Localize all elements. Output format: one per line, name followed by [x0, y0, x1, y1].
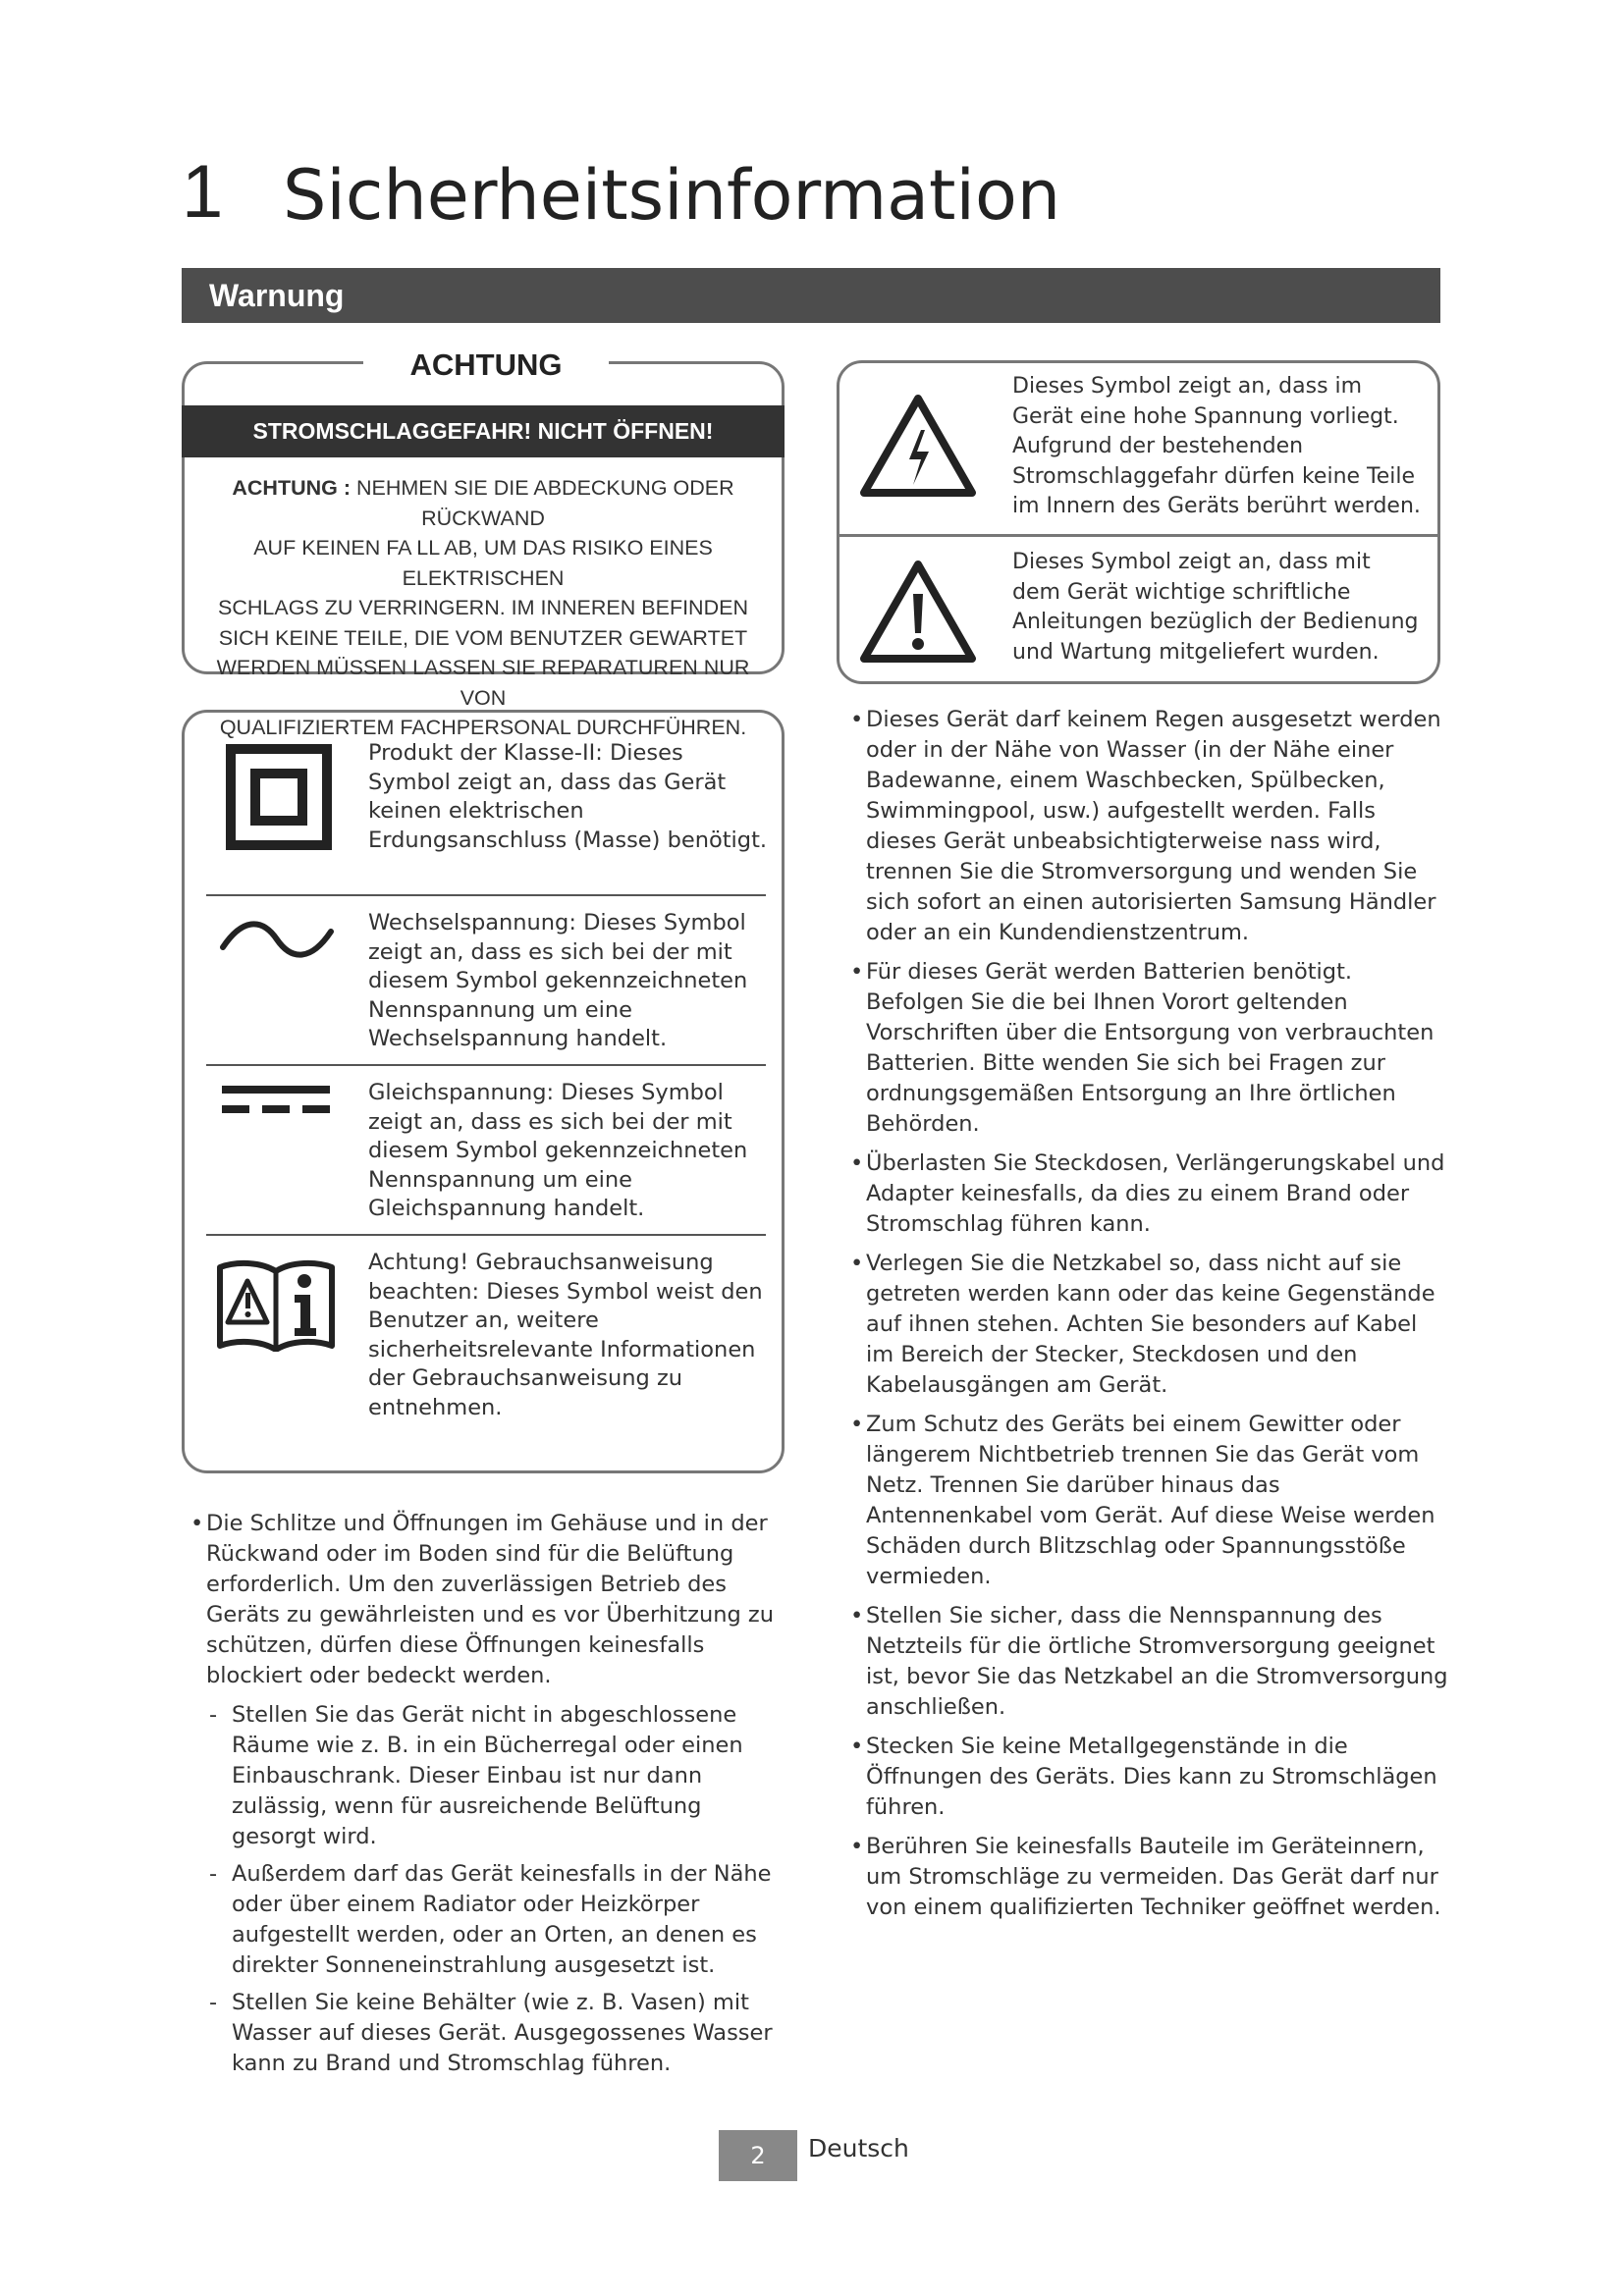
list-item: • Dieses Gerät darf keinem Regen ausgesetzt werden oder in der Nähe von Wasser (in der Nähe einer Badewanne, einem Waschbecken, Spülbecken, Swimmingpool, usw.) aufgestellt werden. Falls dieses Gerät unbeabsichtigterweise nass wird, trennen Sie die Stromversorgung und wenden Sie sich sofort an einen autorisierten Samsung Händler oder an ein Kundendienstzentrum. — [850, 705, 1449, 948]
achtung-line: QUALIFIZIERTEM FACHPERSONAL DURCHFÜHREN. — [219, 716, 747, 739]
high-voltage-symbol-text: Dieses Symbol zeigt an, dass im Gerät eine hohe Spannung vorliegt. Aufgrund der bestehenden Stromschlaggefahr dürfen keine Teile im Innern des Geräts berührt werden. — [1012, 374, 1421, 518]
list-item: • Stecken Sie keine Metallgegenstände in die Öffnungen des Geräts. Dies kann zu Stromschlägen führen. — [850, 1732, 1449, 1823]
read-manual-icon — [216, 1257, 336, 1356]
left-bullet-list — [190, 1509, 791, 2086]
achtung-text — [191, 473, 775, 743]
direct-current-text: Gleichspannung: Dieses Symbol zeigt an, dass es sich bei der mit diesem Symbol gekennzeichneten Nennspannung um eine Gleichspannung handelt. — [368, 1080, 748, 1221]
achtung-title: ACHTUNG — [363, 346, 609, 385]
achtung-line: SICH KEINE TEILE, DIE VOM BENUTZER GEWARTET — [218, 625, 748, 650]
list-item: • Zum Schutz des Geräts bei einem Gewitter oder längerem Nichtbetrieb trennen Sie das Gerät vom Netz. Trennen Sie darüber hinaus das Antennenkabel vom Gerät. Auf diese Weise werden Schäden durch Blitzschlag oder Spannungsstöße vermieden. — [850, 1410, 1449, 1592]
class-ii-double-square-icon — [226, 744, 332, 854]
divider — [206, 1064, 766, 1066]
exclamation-warning-icon — [856, 557, 980, 670]
sub-list-item: - Stellen Sie keine Behälter (wie z. B. Vasen) mit Wasser auf dieses Gerät. Ausgegossenes Wasser kann zu Brand und Stromschlag führen. — [206, 1988, 791, 2079]
right-bullet-list — [850, 705, 1449, 1932]
list-item: • Die Schlitze und Öffnungen im Gehäuse und in der Rückwand oder im Boden sind für die Belüftung erforderlich. Um den zuverlässigen Betrieb des Geräts zu gewährleisten und es vor Überhitzung zu schützen, dürfen diese Öffnungen keinesfalls blockiert oder bedeckt werden. — [190, 1509, 791, 1691]
class-ii-text: Produkt der Klasse-II: Dieses Symbol zeigt an, dass das Gerät keinen elektrischen Erdungsanschluss (Masse) benötigt. — [368, 740, 768, 853]
sub-list-item: - Stellen Sie das Gerät nicht in abgeschlossene Räume wie z. B. in ein Bücherregal oder einen Einbauschrank. Dieser Einbau ist nur dann zulässig, wenn für ausreichende Belüftung gesorgt wird. — [206, 1700, 791, 1852]
list-item: • Stellen Sie sicher, dass die Nennspannung des Netzteils für die örtliche Stromversorgung geeignet ist, bevor Sie das Netzkabel an die Stromversorgung anschließen. — [850, 1601, 1449, 1723]
shock-hazard-banner: STROMSCHLAGGEFAHR! NICHT ÖFFNEN! — [182, 405, 785, 457]
alternating-current-icon — [218, 918, 336, 965]
alternating-current-text: Wechselspannung: Dieses Symbol zeigt an, dass es sich bei der mit diesem Symbol gekennzeichneten Nennspannung um eine Wechselspannung handelt. — [368, 910, 748, 1051]
achtung-line: SCHLAGS ZU VERRINGERN. IM INNEREN BEFINDEN — [218, 596, 748, 619]
achtung-line: AUF KEINEN FA LL AB, UM DAS RISIKO EINES ELEKTRISCHEN — [253, 536, 713, 590]
achtung-line: NEHMEN SIE DIE ABDECKUNG ODER RÜCKWAND — [350, 476, 734, 530]
section-header: Warnung — [182, 268, 1440, 323]
high-voltage-warning-icon — [856, 391, 980, 505]
list-item: • Verlegen Sie die Netzkabel so, dass nicht auf sie getreten werden kann oder das keine Gegenstände auf ihnen stehen. Achten Sie besonders auf Kabel im Bereich der Stecker, Steckdosen und den Kabelausgängen am Gerät. — [850, 1249, 1449, 1401]
list-item: • Für dieses Gerät werden Batterien benötigt. Befolgen Sie die bei Ihnen Vorort geltenden Vorschriften über die Entsorgung von verbrauchten Batterien. Bitte wenden Sie sich bei Fragen zur ordnungsgemäßen Entsorgung an Ihre örtlichen Behörden. — [850, 957, 1449, 1140]
achtung-line: WERDEN MÜSSEN LASSEN SIE REPARATUREN NUR VON — [216, 656, 750, 710]
achtung-label: ACHTUNG : — [232, 476, 351, 500]
read-manual-text: Achtung! Gebrauchsanweisung beachten: Dieses Symbol weist den Benutzer an, weitere sicherheitsrelevante Informationen der Gebrauchsanweisung zu entnehmen. — [368, 1250, 763, 1420]
list-item: • Überlasten Sie Steckdosen, Verlängerungskabel und Adapter keinesfalls, da dies zu einem Brand oder Stromschlag führen kann. — [850, 1148, 1449, 1240]
chapter-number: 1 — [182, 150, 224, 234]
list-item: • Berühren Sie keinesfalls Bauteile im Geräteinnern, um Stromschläge zu vermeiden. Das Gerät darf nur von einem qualifizierten Techniker geöffnet werden. — [850, 1832, 1449, 1923]
page-title: Sicherheitsinformation — [283, 155, 1061, 236]
page-language: Deutsch — [808, 2134, 909, 2163]
divider — [837, 534, 1440, 537]
sub-list-item: - Außerdem darf das Gerät keinesfalls in der Nähe oder über einem Radiator oder Heizkörper aufgestellt werden, oder an Orten, an denen es direkter Sonneneinstrahlung ausgesetzt ist. — [206, 1859, 791, 1981]
page-number: 2 — [719, 2130, 797, 2181]
direct-current-icon — [222, 1084, 332, 1123]
divider — [206, 1234, 766, 1236]
exclamation-symbol-text: Dieses Symbol zeigt an, dass mit dem Gerät wichtige schriftliche Anleitungen bezüglich der Bedienung und Wartung mitgeliefert wurden. — [1012, 550, 1419, 665]
divider — [206, 894, 766, 896]
